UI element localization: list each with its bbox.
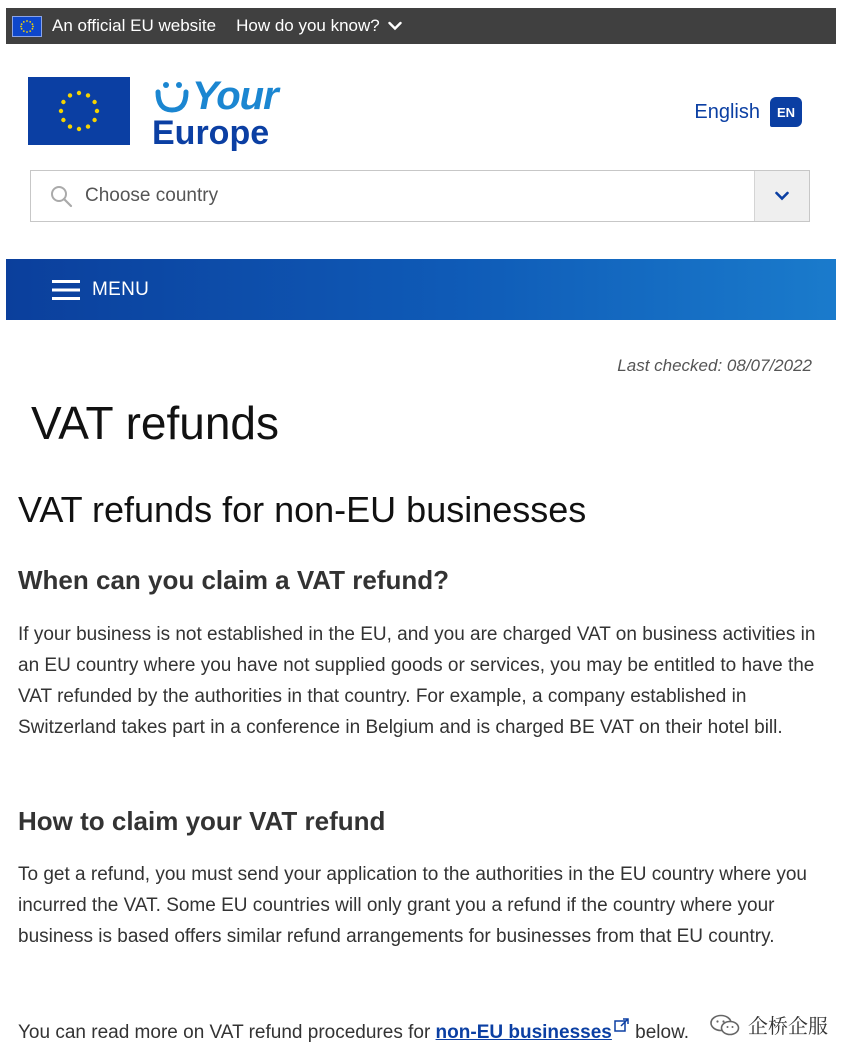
- logo-europe-text: Europe: [152, 114, 270, 152]
- how-do-you-know-toggle[interactable]: [236, 16, 402, 36]
- external-link-icon: [614, 1017, 630, 1033]
- country-select[interactable]: [30, 170, 810, 222]
- language-selector[interactable]: [694, 97, 802, 127]
- read-more-text: You can read more on VAT refund procedures for: [18, 1022, 436, 1043]
- watermark-text: 企桥企服: [748, 1016, 828, 1038]
- subheading-how-claim: How to claim your VAT refund: [18, 806, 386, 836]
- paragraph-how-claim: To get a refund, you must send your application to the authorities in the EU country where you incurred the VAT. Some EU countries will only grant you a refund if the country where your business is based offers similar refund arrangements for businesses from that EU country.: [18, 864, 807, 947]
- how-do-you-know-label: How do you know?: [236, 16, 380, 35]
- language-label: English: [694, 100, 760, 123]
- logo-your-text: Your: [192, 74, 278, 118]
- chevron-down-icon: [388, 21, 402, 31]
- official-website-label: An official EU website: [52, 16, 217, 35]
- paragraph-when-claim: If your business is not established in the EU, and you are charged VAT on business activities in an EU country where you have not supplied goods or services, you may be entitled to have the VAT refunded by the authorities in that country. For example, a company established in Switzerland takes part in a conference in Belgium and is charged BE VAT on their hotel bill.: [18, 624, 816, 738]
- country-dropdown-toggle[interactable]: [754, 171, 809, 221]
- official-eu-bar: [6, 8, 836, 44]
- non-eu-businesses-link[interactable]: non-EU businesses: [435, 1022, 612, 1043]
- eu-flag-logo[interactable]: [28, 77, 130, 145]
- wechat-icon: [710, 1014, 740, 1036]
- subheading-when-claim: When can you claim a VAT refund?: [18, 565, 449, 595]
- hamburger-icon: [52, 279, 80, 301]
- main-navigation-bar: [6, 259, 836, 320]
- search-icon: [49, 184, 73, 208]
- your-europe-logo[interactable]: [152, 74, 287, 154]
- chevron-down-icon: [775, 191, 789, 201]
- watermark: [704, 1008, 834, 1041]
- menu-button[interactable]: [52, 279, 149, 301]
- read-more-suffix: below.: [629, 1022, 690, 1043]
- country-select-placeholder: Choose country: [85, 185, 219, 206]
- smile-icon: [152, 80, 192, 116]
- menu-label: MENU: [92, 278, 150, 300]
- last-checked-date: Last checked: 08/07/2022: [617, 356, 812, 375]
- page-title: VAT refunds: [31, 397, 280, 449]
- eu-flag-icon: [12, 16, 42, 37]
- language-code-badge: EN: [770, 97, 802, 127]
- section-title: VAT refunds for non-EU businesses: [18, 489, 587, 530]
